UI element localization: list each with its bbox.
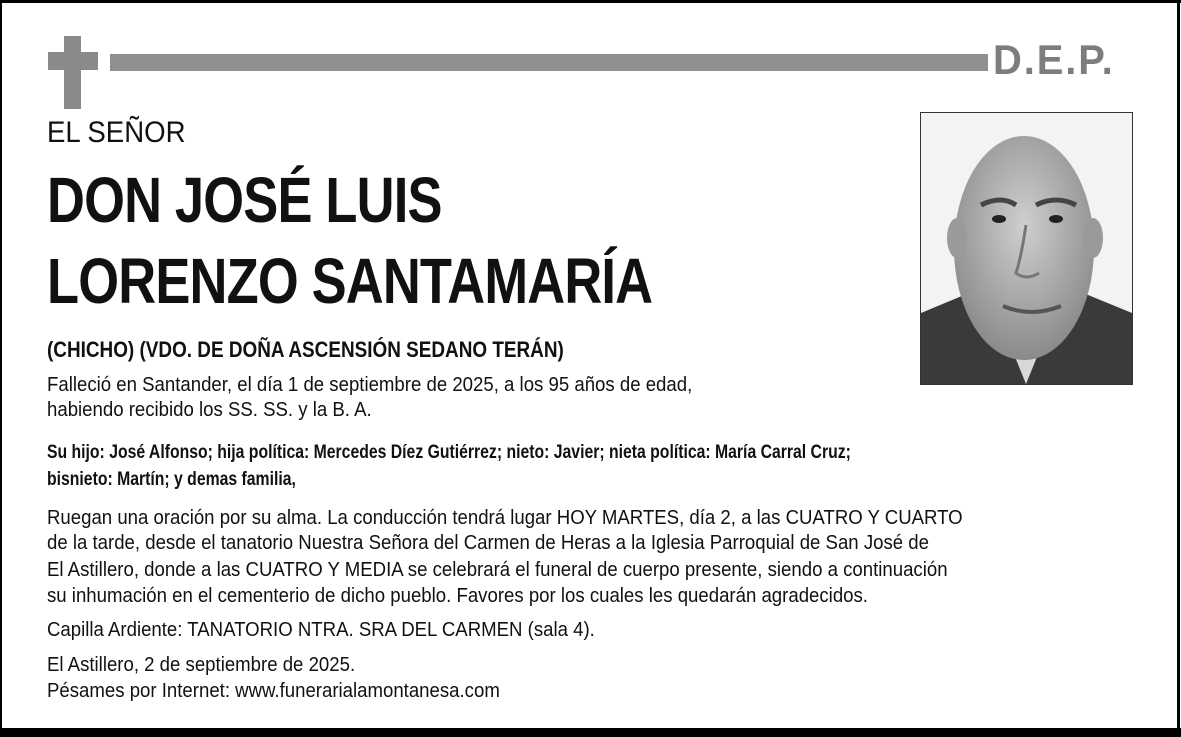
- ceremony-line: de la tarde, desde el tanatorio Nuestra Señora del Carmen de Heras a la Iglesia Parroquial de San José de: [47, 532, 929, 554]
- intro-label: EL SEÑOR: [47, 116, 186, 149]
- frame-border-top: [0, 0, 1181, 3]
- deceased-name-line1: DON JOSÉ LUIS: [47, 164, 442, 236]
- ceremony-line: su inhumación en el cementerio de dicho pueblo. Favores por los cuales les quedarán agradecidos.: [47, 585, 868, 607]
- place-date: El Astillero, 2 de septiembre de 2025.: [47, 654, 356, 676]
- ceremony-line: Ruegan una oración por su alma. La conducción tendrá lugar HOY MARTES, día 2, a las CUATRO Y CUARTO: [47, 507, 963, 529]
- subtitle: (CHICHO) (VDO. DE DOÑA ASCENSIÓN SEDANO TERÁN): [47, 337, 564, 362]
- family-line: bisnieto: Martín; y demas familia,: [47, 469, 296, 490]
- dep-label: D.E.P.: [993, 36, 1115, 83]
- portrait-image: [921, 113, 1132, 384]
- death-info-line: Falleció en Santander, el día 1 de septiembre de 2025, a los 95 años de edad,: [47, 374, 693, 396]
- ceremony-line: El Astillero, donde a las CUATRO Y MEDIA se celebrará el funeral de cuerpo presente, siendo a continuación: [47, 559, 948, 581]
- frame-border-bottom: [0, 728, 1181, 737]
- family-line: Su hijo: José Alfonso; hija política: Mercedes Díez Gutiérrez; nieto: Javier; nieta política: María Carral Cruz;: [47, 442, 851, 463]
- frame-border-left: [0, 0, 2, 737]
- portrait-photo: [920, 112, 1133, 385]
- condolences-website: Pésames por Internet: www.funerarialamontanesa.com: [47, 680, 500, 702]
- cross-vertical-bar: [64, 36, 81, 109]
- ceremony-line: Capilla Ardiente: TANATORIO NTRA. SRA DEL CARMEN (sala 4).: [47, 619, 595, 641]
- death-info-line: habiendo recibido los SS. SS. y la B. A.: [47, 399, 372, 421]
- deceased-name-line2: LORENZO SANTAMARÍA: [47, 245, 653, 317]
- header-rule: [110, 54, 988, 71]
- frame-border-right: [1177, 0, 1180, 737]
- cross-horizontal-bar: [48, 52, 98, 70]
